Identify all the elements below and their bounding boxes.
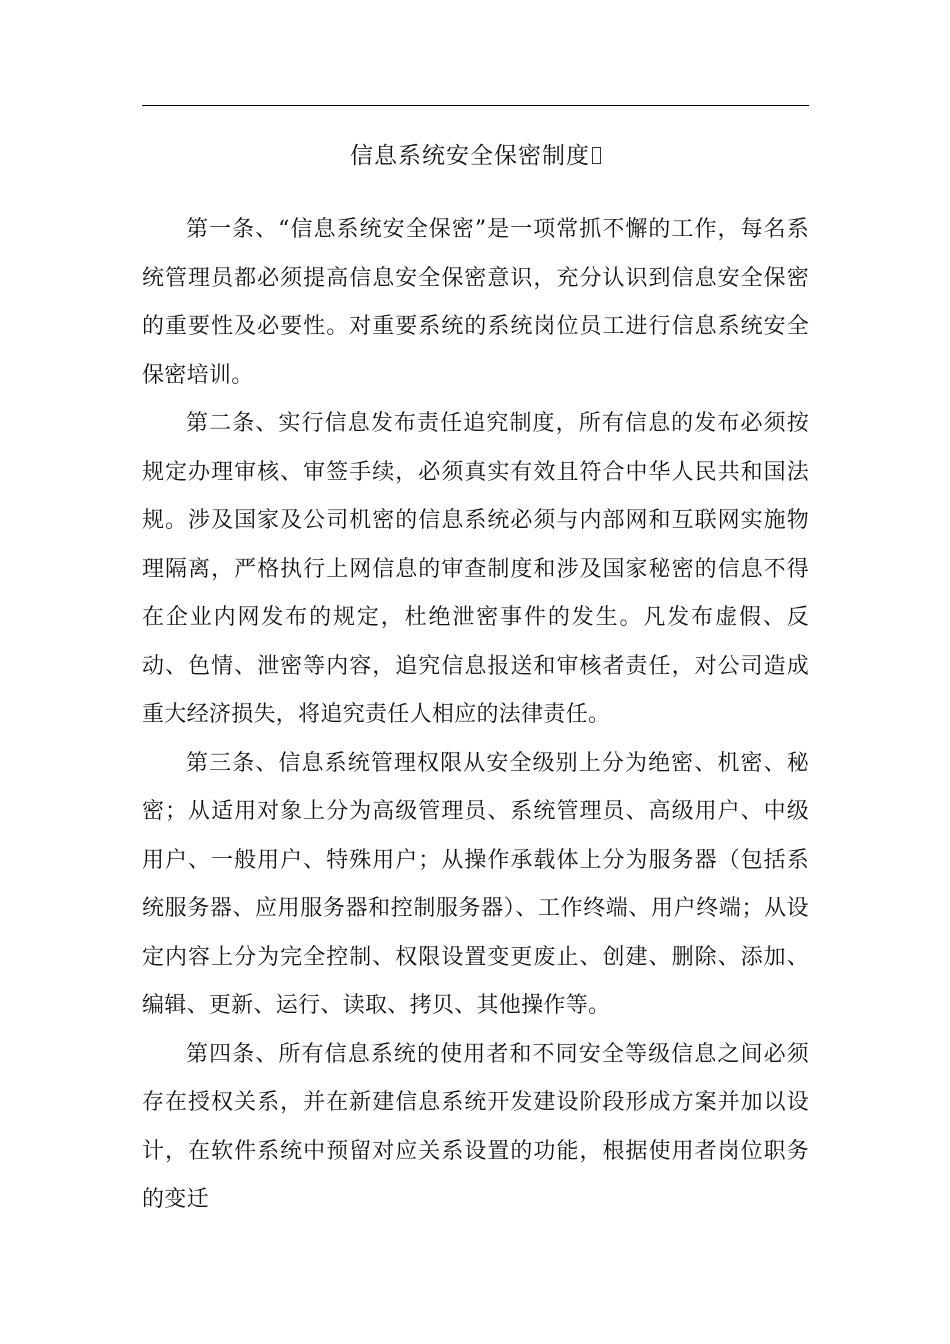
document-title [142, 138, 809, 174]
document-title-text: 信息系统安全保密制度 [350, 143, 590, 169]
missing-glyph-icon [592, 147, 601, 164]
header-rule [142, 105, 809, 106]
article-3-paragraph: 第三条、信息系统管理权限从安全级别上分为绝密、机密、秘密；从适用对象上分为高级管理员、系统管理员、高级用户、中级用户、一般用户、特殊用户；从操作承载体上分为服务器（包括系统服务器、应用服务器和控制服务器）、工作终端、用户终端；从设定内容上分为完全控制、权限设置变更废止、创建、删除、添加、编辑、更新、运行、读取、拷贝、其他操作等。 [142, 750, 809, 1018]
article-4-paragraph: 第四条、所有信息系统的使用者和不同安全等级信息之间必须存在授权关系，并在新建信息系统开发建设阶段形成方案并加以设计，在软件系统中预留对应关系设置的功能，根据使用者岗位职务的变迁 [142, 1041, 809, 1212]
article-1-paragraph: 第一条、“信息系统安全保密”是一项常抓不懈的工作，每名系统管理员都必须提高信息安全保密意识，充分认识到信息安全保密的重要性及必要性。对重要系统的系统岗位员工进行信息系统安全保密培训。 [142, 217, 809, 388]
document-body [142, 206, 809, 1225]
article-2-paragraph: 第二条、实行信息发布责任追究制度，所有信息的发布必须按规定办理审核、审签手续，必须真实有效且符合中华人民共和国法规。涉及国家及公司机密的信息系统必须与内部网和互联网实施物理隔离，严格执行上网信息的审查制度和涉及国家秘密的信息不得在企业内网发布的规定，杜绝泄密事件的发生。凡发布虚假、反动、色情、泄密等内容，追究信息报送和审核者责任，对公司造成重大经济损失，将追究责任人相应的法律责任。 [142, 411, 809, 727]
